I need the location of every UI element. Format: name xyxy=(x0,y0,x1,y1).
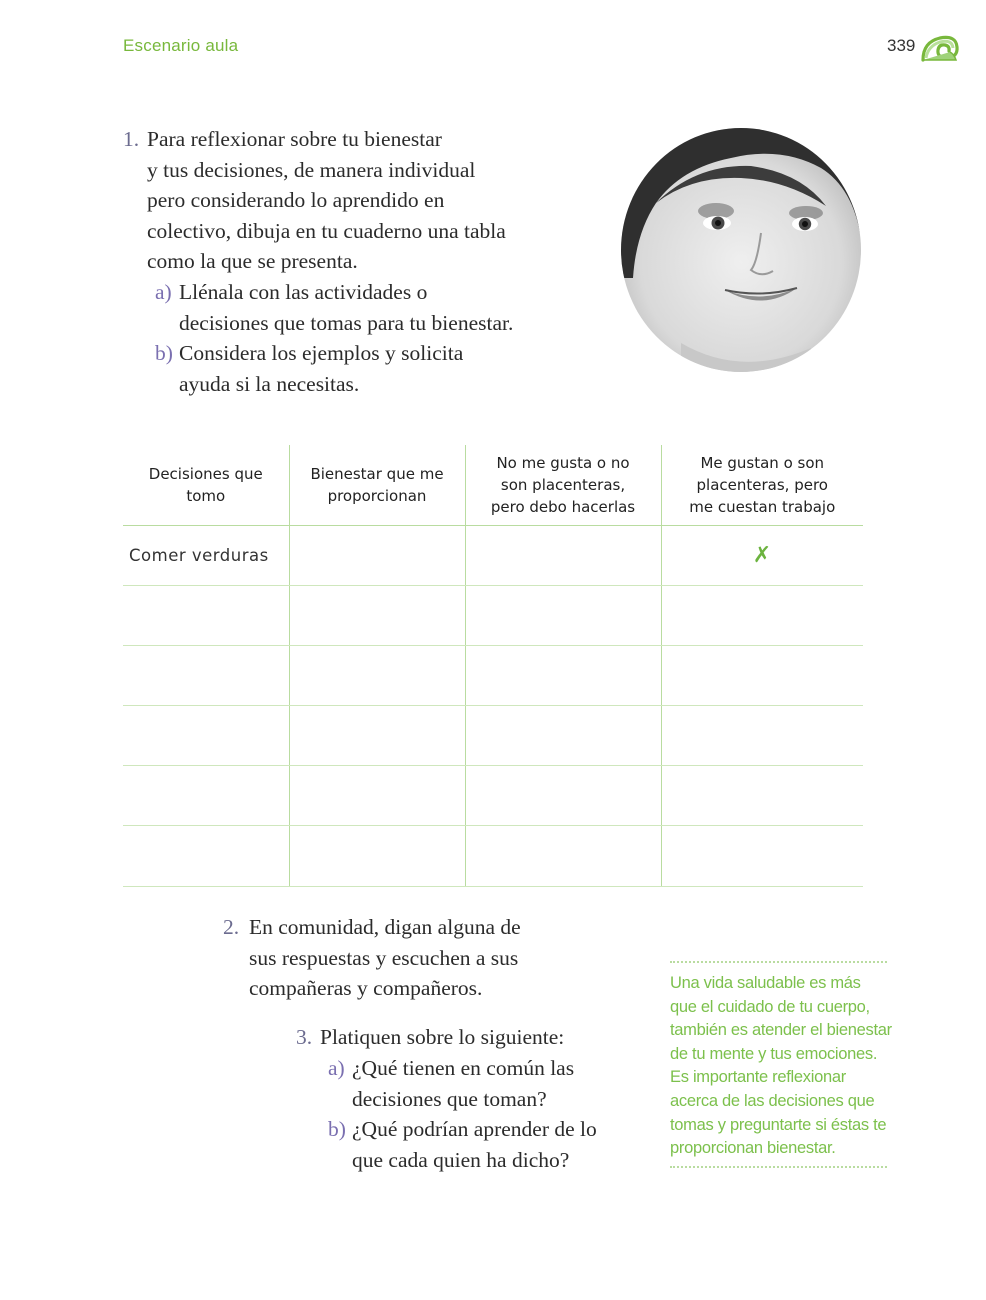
note-line: tomas y preguntarte si éstas te xyxy=(670,1115,887,1134)
question-number: 2. xyxy=(223,915,240,939)
snail-spiral-icon xyxy=(920,30,960,64)
text-line: compañeras y compañeros. xyxy=(249,976,483,1000)
text-line: Llénala con las actividades o xyxy=(179,280,428,304)
table-row xyxy=(123,585,863,645)
text-line: como la que se presenta. xyxy=(147,249,358,273)
text-line: pero considerando lo aprendido en xyxy=(147,188,445,212)
side-note xyxy=(670,961,892,1168)
table-cell xyxy=(289,826,465,886)
table-cell xyxy=(289,706,465,766)
note-line: proporcionan bienestar. xyxy=(670,1139,836,1158)
text-line: decisiones que tomas para tu bienestar. xyxy=(179,310,514,335)
text-line: Considera los ejemplos y solicita xyxy=(179,341,464,365)
text-line: que cada quien ha dicho? xyxy=(352,1147,570,1172)
table-cell xyxy=(465,766,661,826)
question-2-text xyxy=(249,912,521,1004)
question-3-text xyxy=(320,1022,564,1053)
note-line: Una vida saludable es más xyxy=(670,974,861,992)
child-portrait xyxy=(621,128,861,372)
text-line: Platiquen sobre lo siguiente: xyxy=(320,1025,565,1049)
question-number: 3. xyxy=(296,1025,313,1049)
table-cell xyxy=(661,645,863,705)
table-cell xyxy=(123,826,289,886)
text-line: ¿Qué tienen en común las xyxy=(352,1056,575,1080)
table-row xyxy=(123,706,863,766)
subitem-letter: b) xyxy=(155,341,173,365)
note-line: también es atender el bienestar xyxy=(670,1021,892,1040)
table-cell xyxy=(661,766,863,826)
table-header-cell: Bienestar que me proporcionan xyxy=(289,445,465,525)
table-row xyxy=(123,645,863,705)
table-cell xyxy=(123,766,289,826)
text-line: ayuda si la necesitas. xyxy=(179,371,360,396)
table-header-cell: Me gustan o son placenteras, pero me cuestan trabajo xyxy=(661,445,863,525)
check-mark-icon: ✗ xyxy=(661,525,863,585)
subitem-letter: a) xyxy=(155,280,172,304)
table-cell xyxy=(465,585,661,645)
table-cell: Comer verduras xyxy=(123,525,289,585)
page-number: 339 xyxy=(887,36,916,55)
note-line: que el cuidado de tu cuerpo, xyxy=(670,997,870,1016)
table-cell xyxy=(465,525,661,585)
table-cell xyxy=(661,585,863,645)
question-1-text xyxy=(147,124,506,277)
question-number: 1. xyxy=(123,127,140,151)
text-line: y tus decisiones, de manera individual xyxy=(147,157,476,182)
table-cell xyxy=(289,766,465,826)
text-line: Para reflexionar sobre tu bienestar xyxy=(147,127,442,151)
text-line: ¿Qué podrían aprender de lo xyxy=(352,1117,597,1141)
table-cell xyxy=(123,585,289,645)
text-line: colectivo, dibuja en tu cuaderno una tabla xyxy=(147,218,506,243)
note-line: de tu mente y tus emociones. xyxy=(670,1044,878,1063)
section-title: Escenario aula xyxy=(123,36,239,55)
table-cell xyxy=(465,645,661,705)
table-cell xyxy=(465,826,661,886)
text-line: En comunidad, digan alguna de xyxy=(249,915,521,939)
table-row xyxy=(123,525,863,585)
table-row xyxy=(123,766,863,826)
note-line: Es importante reflexionar xyxy=(670,1068,846,1087)
table-cell xyxy=(123,706,289,766)
subitem-letter: b) xyxy=(328,1117,346,1141)
table-cell xyxy=(465,706,661,766)
table-cell xyxy=(123,645,289,705)
table-cell xyxy=(289,645,465,705)
table-row xyxy=(123,826,863,886)
subitem-letter: a) xyxy=(328,1056,345,1080)
text-line: sus respuestas y escuchen a sus xyxy=(249,945,519,970)
table-header-row xyxy=(123,445,863,525)
table-header-cell: No me gusta o no son placenteras, pero debo hacerlas xyxy=(465,445,661,525)
table-header-cell: Decisiones que tomo xyxy=(123,445,289,525)
table-cell xyxy=(661,706,863,766)
note-line: acerca de las decisiones que xyxy=(670,1091,875,1110)
text-line: decisiones que toman? xyxy=(352,1086,547,1111)
wellbeing-table xyxy=(123,445,863,887)
table-cell xyxy=(289,585,465,645)
table-cell xyxy=(661,826,863,886)
table-cell xyxy=(289,525,465,585)
